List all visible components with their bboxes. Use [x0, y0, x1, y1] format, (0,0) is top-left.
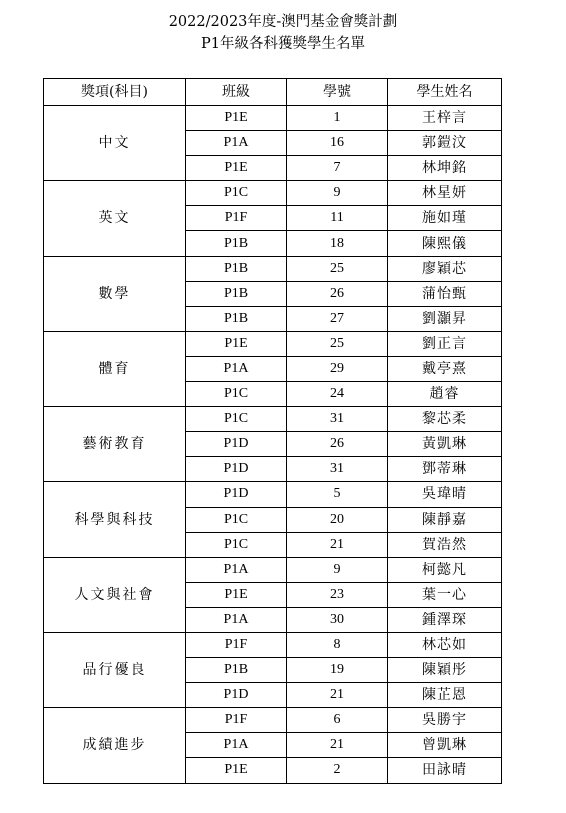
- award-subject-cell: 藝術教育: [44, 407, 186, 482]
- award-subject-cell: 科學與科技: [44, 482, 186, 557]
- student-number-cell: 31: [287, 407, 388, 432]
- student-name-cell: 鍾澤琛: [388, 607, 502, 632]
- class-cell: P1C: [186, 382, 287, 407]
- class-cell: P1C: [186, 532, 287, 557]
- student-name-cell: 廖穎芯: [388, 256, 502, 281]
- student-name-cell: 林星妍: [388, 181, 502, 206]
- class-cell: P1B: [186, 281, 287, 306]
- class-cell: P1A: [186, 733, 287, 758]
- award-list-table: [43, 78, 502, 784]
- header-class: 班級: [186, 79, 287, 106]
- table-row: [44, 106, 502, 131]
- student-number-cell: 26: [287, 432, 388, 457]
- student-name-cell: 陳芷恩: [388, 683, 502, 708]
- student-number-cell: 23: [287, 582, 388, 607]
- header-row: [44, 79, 502, 106]
- header-student-name: 學生姓名: [388, 79, 502, 106]
- award-subject-cell: 人文與社會: [44, 557, 186, 632]
- student-name-cell: 陳穎彤: [388, 658, 502, 683]
- student-number-cell: 30: [287, 607, 388, 632]
- document-title: 2022/2023年度-澳門基金會獎計劃: [168, 14, 398, 30]
- student-name-cell: 賀浩然: [388, 532, 502, 557]
- student-name-cell: 柯懿凡: [388, 557, 502, 582]
- table-row: [44, 632, 502, 657]
- award-subject-cell: 數學: [44, 256, 186, 331]
- award-subject-cell: 品行優良: [44, 632, 186, 707]
- student-number-cell: 6: [287, 708, 388, 733]
- class-cell: P1A: [186, 131, 287, 156]
- table-row: [44, 256, 502, 281]
- table-row: [44, 482, 502, 507]
- student-name-cell: 田詠晴: [388, 758, 502, 783]
- student-name-cell: 施如瑾: [388, 206, 502, 231]
- student-name-cell: 郭鎧汶: [388, 131, 502, 156]
- class-cell: P1D: [186, 482, 287, 507]
- class-cell: P1E: [186, 106, 287, 131]
- student-number-cell: 29: [287, 356, 388, 381]
- table-body: [44, 106, 502, 784]
- table-row: [44, 557, 502, 582]
- table-row: [44, 331, 502, 356]
- award-subject-cell: 體育: [44, 331, 186, 406]
- student-number-cell: 31: [287, 457, 388, 482]
- table-row: [44, 407, 502, 432]
- student-name-cell: 蒲怡甄: [388, 281, 502, 306]
- header-award-subject: 獎項(科目): [44, 79, 186, 106]
- student-name-cell: 黎芯柔: [388, 407, 502, 432]
- student-number-cell: 19: [287, 658, 388, 683]
- student-name-cell: 林坤銘: [388, 156, 502, 181]
- student-number-cell: 7: [287, 156, 388, 181]
- award-subject-cell: 英文: [44, 181, 186, 256]
- class-cell: P1C: [186, 407, 287, 432]
- student-name-cell: 吳勝宇: [388, 708, 502, 733]
- student-name-cell: 趙睿: [388, 382, 502, 407]
- class-cell: P1B: [186, 256, 287, 281]
- student-name-cell: 王梓言: [388, 106, 502, 131]
- student-number-cell: 25: [287, 331, 388, 356]
- header-student-number: 學號: [287, 79, 388, 106]
- student-number-cell: 26: [287, 281, 388, 306]
- student-number-cell: 2: [287, 758, 388, 783]
- table-header: [44, 79, 502, 106]
- student-name-cell: 葉一心: [388, 582, 502, 607]
- student-name-cell: 陳靜嘉: [388, 507, 502, 532]
- student-name-cell: 吳瑋晴: [388, 482, 502, 507]
- student-number-cell: 21: [287, 683, 388, 708]
- class-cell: P1D: [186, 457, 287, 482]
- class-cell: P1E: [186, 156, 287, 181]
- class-cell: P1E: [186, 582, 287, 607]
- student-number-cell: 16: [287, 131, 388, 156]
- table-row: [44, 181, 502, 206]
- class-cell: P1A: [186, 607, 287, 632]
- class-cell: P1E: [186, 758, 287, 783]
- student-name-cell: 劉正言: [388, 331, 502, 356]
- student-number-cell: 21: [287, 733, 388, 758]
- class-cell: P1A: [186, 356, 287, 381]
- student-number-cell: 25: [287, 256, 388, 281]
- class-cell: P1C: [186, 181, 287, 206]
- class-cell: P1B: [186, 658, 287, 683]
- class-cell: P1B: [186, 306, 287, 331]
- student-number-cell: 1: [287, 106, 388, 131]
- student-number-cell: 11: [287, 206, 388, 231]
- student-number-cell: 18: [287, 231, 388, 256]
- student-number-cell: 9: [287, 557, 388, 582]
- student-name-cell: 鄧蒂琳: [388, 457, 502, 482]
- award-subject-cell: 成績進步: [44, 708, 186, 783]
- document-subtitle: P1年級各科獲獎學生名單: [201, 36, 365, 52]
- student-number-cell: 27: [287, 306, 388, 331]
- student-name-cell: 林芯如: [388, 632, 502, 657]
- class-cell: P1F: [186, 708, 287, 733]
- student-number-cell: 9: [287, 181, 388, 206]
- student-number-cell: 8: [287, 632, 388, 657]
- student-name-cell: 劉灝昇: [388, 306, 502, 331]
- student-number-cell: 20: [287, 507, 388, 532]
- student-name-cell: 曾凱琳: [388, 733, 502, 758]
- class-cell: P1B: [186, 231, 287, 256]
- class-cell: P1F: [186, 206, 287, 231]
- student-number-cell: 21: [287, 532, 388, 557]
- class-cell: P1C: [186, 507, 287, 532]
- class-cell: P1D: [186, 432, 287, 457]
- student-name-cell: 黃凱琳: [388, 432, 502, 457]
- class-cell: P1E: [186, 331, 287, 356]
- class-cell: P1F: [186, 632, 287, 657]
- student-name-cell: 陳熙儀: [388, 231, 502, 256]
- student-name-cell: 戴亭熹: [388, 356, 502, 381]
- student-number-cell: 24: [287, 382, 388, 407]
- student-number-cell: 5: [287, 482, 388, 507]
- class-cell: P1D: [186, 683, 287, 708]
- award-subject-cell: 中文: [44, 106, 186, 181]
- class-cell: P1A: [186, 557, 287, 582]
- table-row: [44, 708, 502, 733]
